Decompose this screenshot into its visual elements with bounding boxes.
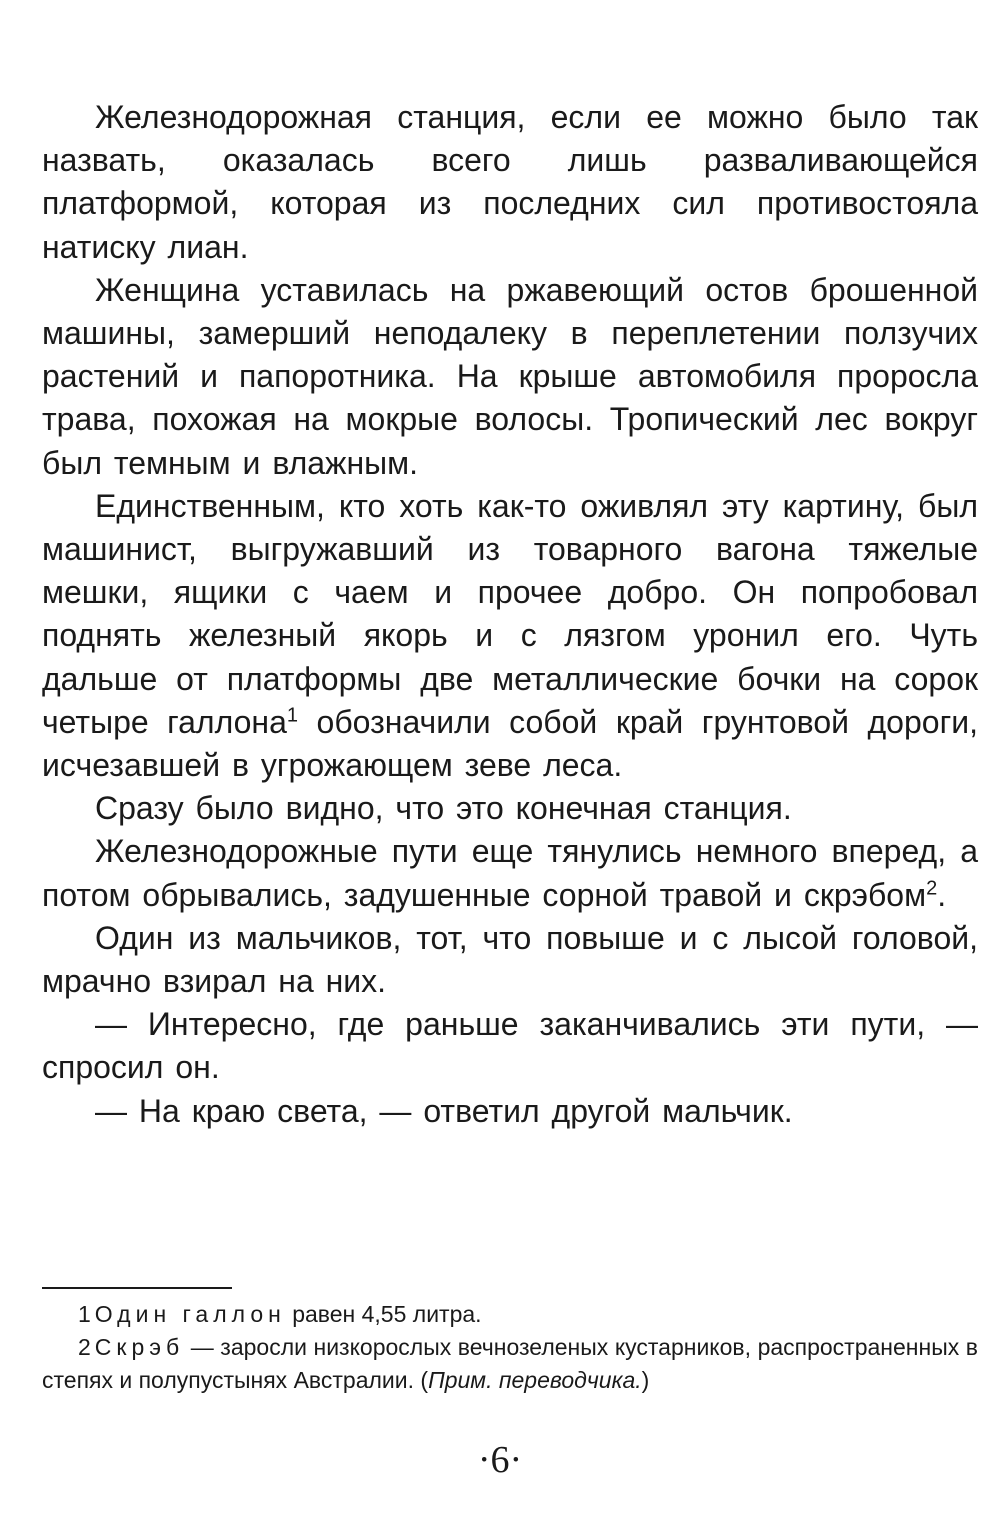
paragraph-5-text-end: . — [937, 876, 947, 913]
footnote-2-translator-note: Прим. переводчика. — [428, 1367, 642, 1393]
footnote-1 — [42, 1298, 978, 1331]
paragraph-2: Женщина уставилась на ржавеющий остов брошенной машины, замерший неподалеку в переплетении ползучих растений и папоротника. На крыше автомобиля проросла трава, похожая на мокрые волосы. Тропический лес вокруг был темным и влажным. — [42, 271, 978, 481]
paragraph-7: — Интересно, где раньше заканчивались эти пути, — спросил он. — [42, 1006, 978, 1086]
footnote-1-text: равен 4,55 литра. — [285, 1301, 482, 1327]
footnote-2-close: ) — [641, 1367, 650, 1393]
paragraph-1: Железнодорожная станция, если ее можно было так назвать, оказалась всего лишь разваливающейся платформой, которая из последних сил противостояла натиску лиан. — [42, 99, 978, 265]
paragraph-4: Сразу было видно, что это конечная станция. — [95, 790, 792, 827]
body-text — [42, 96, 978, 1133]
footnote-ref-1: 1 — [286, 704, 299, 727]
footnote-1-mark: 1 — [78, 1301, 91, 1327]
footnote-divider — [42, 1287, 232, 1289]
page-body — [42, 96, 978, 1133]
footnote-2 — [42, 1331, 978, 1397]
footnote-1-term: Один галлон — [94, 1301, 286, 1327]
footnote-2-mark: 2 — [78, 1334, 91, 1360]
paragraph-5-text: Железнодорожные пути еще тянулись немного вперед, а потом обрывались, задушенные сорной травой и скрэбом — [42, 833, 978, 913]
paragraph-3-text-end: обозначили собой край грунтовой дороги, исчезавшей в угрожающем зеве леса. — [42, 703, 979, 784]
page-number: ·6· — [477, 1439, 523, 1481]
paragraph-6: Один из мальчиков, тот, что повыше и с лысой головой, мрачно взирал на них. — [42, 919, 978, 1000]
paragraph-3 — [42, 485, 978, 787]
paragraph-5 — [42, 830, 978, 916]
paragraph-8: — На краю света, — ответил другой мальчик. — [95, 1092, 793, 1129]
paragraph-3-text: Единственным, кто хоть как-то оживлял эту картину, был машинист, выгружавший из товарного вагона тяжелые мешки, ящики с чаем и прочее добро. Он попробовал поднять железный якорь и с лязгом уронил его. Чуть дальше от платформы две металлические бочки на сорок четыре галлона — [42, 487, 978, 740]
footnotes — [42, 1298, 978, 1397]
footnote-2-text: — заросли низкорослых вечнозеленых кустарников, распространенных в степях и полупустынях Австралии. ( — [42, 1334, 978, 1393]
footnote-2-term: Скрэб — [94, 1334, 185, 1360]
footnote-ref-2: 2 — [926, 877, 938, 899]
